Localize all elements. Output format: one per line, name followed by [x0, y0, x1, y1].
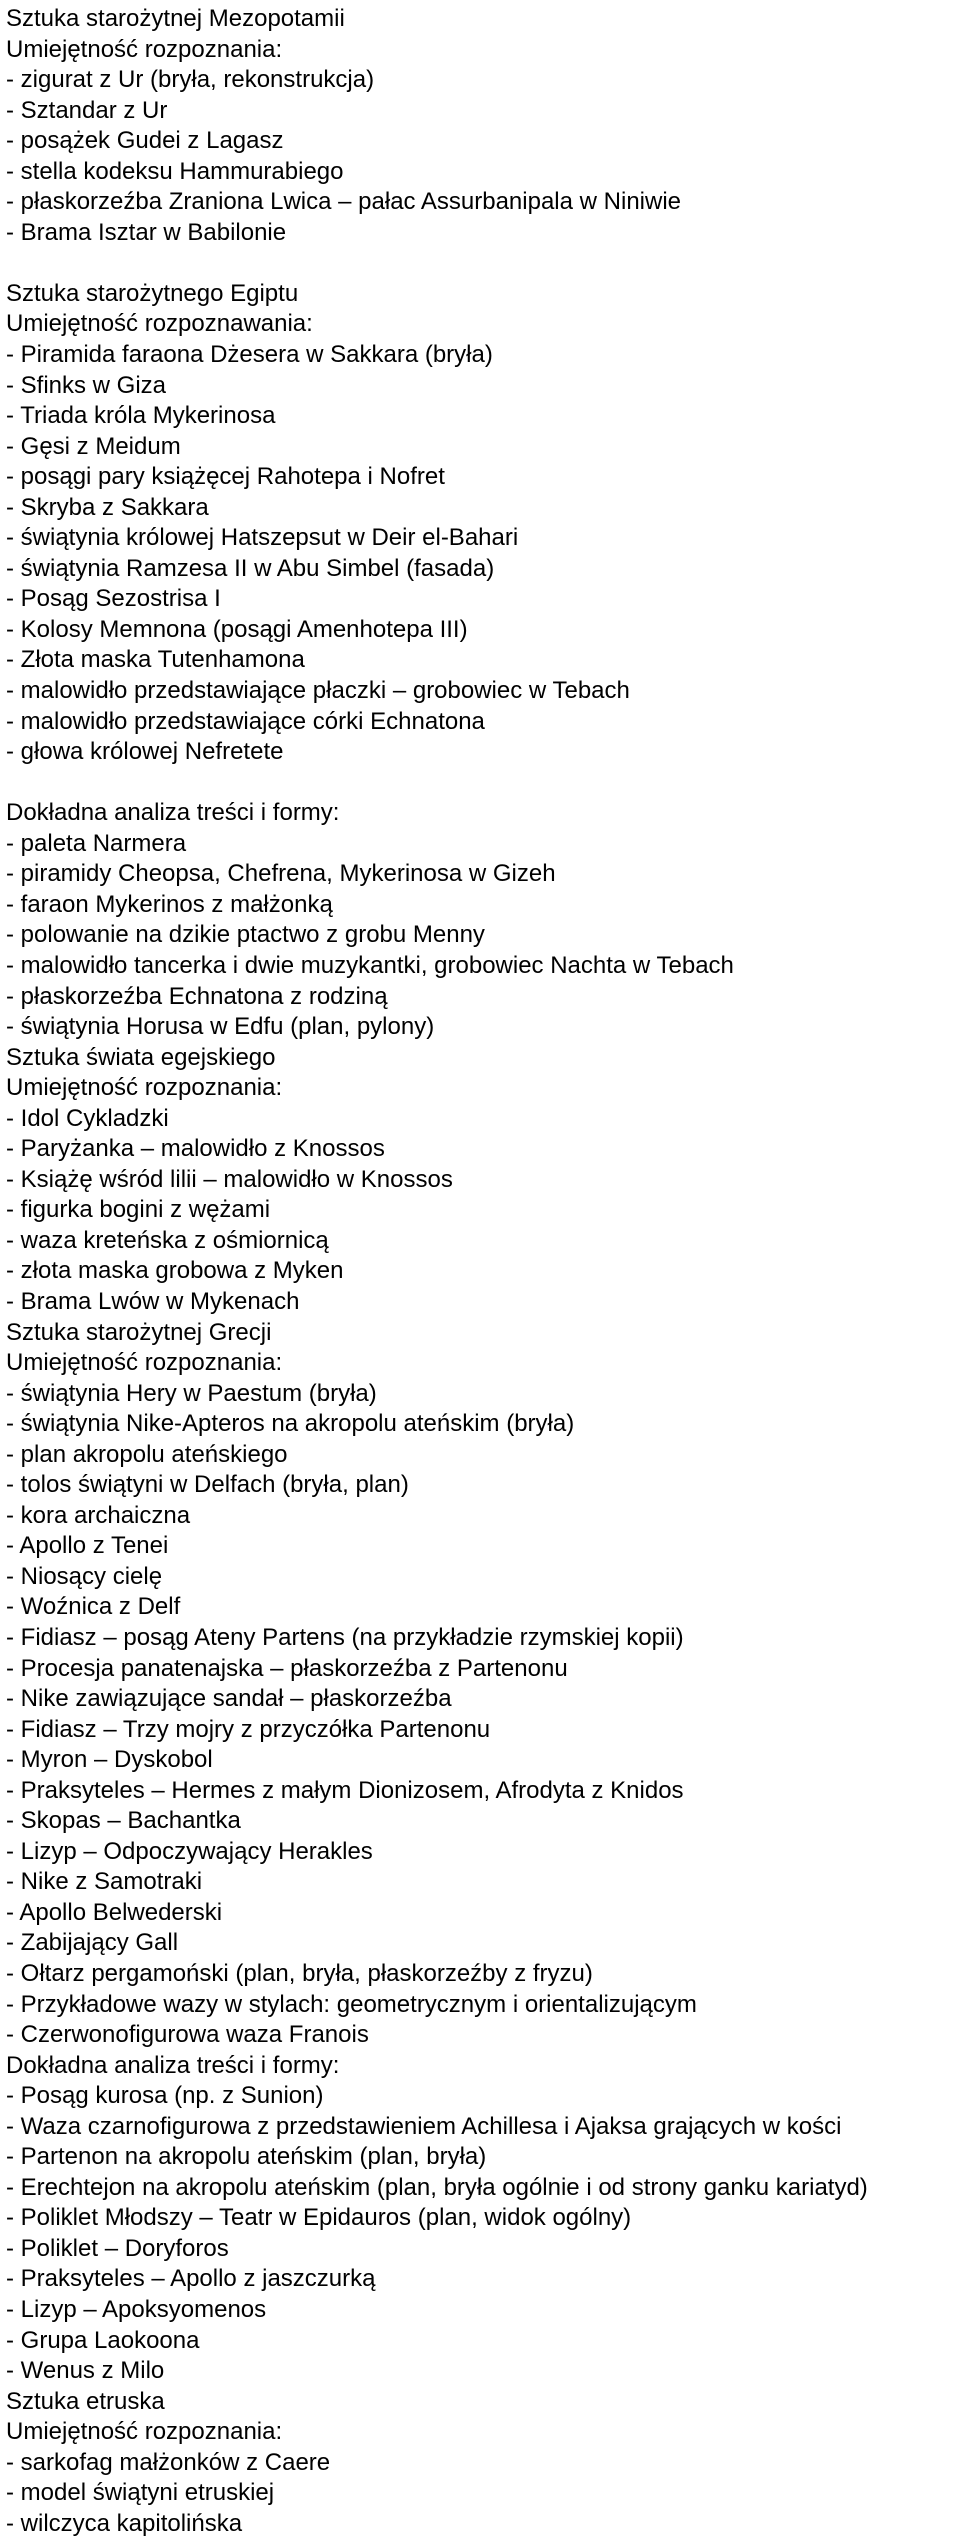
list-item: - Apollo z Tenei: [6, 1532, 169, 1560]
section-heading: Dokładna analiza treści i formy:: [6, 2051, 340, 2079]
section-heading: Umiejętność rozpoznania:: [6, 1349, 283, 1377]
list-item: - świątynia Ramzesa II w Abu Simbel (fasada): [6, 554, 495, 582]
list-item: - złota maska grobowa z Myken: [6, 1257, 344, 1285]
list-item: - Woźnica z Delf: [6, 1593, 181, 1621]
section-heading: Sztuka świata egejskiego: [6, 1043, 276, 1071]
list-item: - Niosący cielę: [6, 1562, 163, 1590]
list-item: - figurka bogini z wężami: [6, 1196, 271, 1224]
list-item: - Myron – Dyskobol: [6, 1746, 213, 1774]
list-item: - malowidło przedstawiające córki Echnatona: [6, 707, 485, 735]
list-item: - Książę wśród lilii – malowidło w Knossos: [6, 1165, 453, 1193]
list-item: - tolos świątyni w Delfach (bryła, plan): [6, 1471, 409, 1499]
list-item: - płaskorzeźba Zraniona Lwica – pałac Assurbanipala w Niniwie: [6, 188, 682, 216]
blank-line: [6, 248, 960, 279]
list-item: - Ołtarz pergamoński (plan, bryła, płaskorzeźby z fryzu): [6, 1960, 593, 1987]
list-item: - polowanie na dzikie ptactwo z grobu Menny: [6, 921, 485, 949]
section-heading: Sztuka starożytnej Grecji: [6, 1318, 272, 1346]
list-item: - Partenon na akropolu ateńskim (plan, bryła): [6, 2143, 487, 2171]
list-item: - Grupa Laokoona: [6, 2326, 200, 2354]
list-item: - Zabijający Gall: [6, 1929, 179, 1957]
list-item: - Procesja panatenajska – płaskorzeźba z Partenonu: [6, 1654, 568, 1682]
list-item: - faraon Mykerinos z małżonką: [6, 890, 333, 918]
list-item: - wilczyca kapitolińska: [6, 2509, 243, 2537]
list-item: - świątynia Horusa w Edfu (plan, pylony): [6, 1013, 435, 1041]
list-item: - Praksyteles – Hermes z małym Dionizosem, Afrodyta z Knidos: [6, 1776, 684, 1804]
list-item: - Brama Isztar w Babilonie: [6, 218, 287, 246]
list-item: - Idol Cykladzki: [6, 1104, 169, 1132]
list-item: - waza kreteńska z ośmiornicą: [6, 1226, 329, 1254]
list-item: - świątynia Hery w Paestum (bryła): [6, 1379, 377, 1407]
section-heading: Umiejętność rozpoznawania:: [6, 310, 313, 338]
list-item: - płaskorzeźba Echnatona z rodziną: [6, 982, 388, 1010]
list-item: - Gęsi z Meidum: [6, 432, 181, 460]
section-heading: Umiejętność rozpoznania:: [6, 35, 283, 63]
list-item: - Fidiasz – Trzy mojry z przyczółka Partenonu: [6, 1715, 491, 1743]
list-item: - model świątyni etruskiej: [6, 2479, 275, 2507]
list-item: - sarkofag małżonków z Caere: [6, 2448, 331, 2476]
section-heading: Sztuka etruska: [6, 2387, 165, 2415]
list-item: - Praksyteles – Apollo z jaszczurką: [6, 2265, 376, 2293]
list-item: - zigurat z Ur (bryła, rekonstrukcja): [6, 66, 375, 94]
blank-line: [6, 768, 960, 799]
list-item: - Brama Lwów w Mykenach: [6, 1287, 300, 1315]
section-heading: Umiejętność rozpoznania:: [6, 2418, 283, 2446]
list-item: - Lizyp – Odpoczywający Herakles: [6, 1837, 373, 1865]
list-item: - posążek Gudei z Lagasz: [6, 127, 284, 155]
list-item: - Fidiasz – posąg Ateny Partens (na przykładzie rzymskiej kopii): [6, 1623, 684, 1651]
list-item: - świątynia królowej Hatszepsut w Deir el-Bahari: [6, 524, 519, 552]
list-item: - Waza czarnofigurowa z przedstawieniem Achillesa i Ajaksa grających w kości: [6, 2112, 842, 2140]
list-item: - Posąg kurosa (np. z Sunion): [6, 2082, 324, 2110]
section-heading: Sztuka starożytnej Mezopotamii: [6, 5, 345, 32]
list-item: - głowa królowej Nefretete: [6, 738, 284, 766]
list-item: - stella kodeksu Hammurabiego: [6, 157, 344, 185]
list-item: - Przykładowe wazy w stylach: geometrycznym i orientalizującym: [6, 1990, 697, 2018]
list-item: - Apollo Belwederski: [6, 1898, 223, 1926]
list-item: - Piramida faraona Dżesera w Sakkara (bryła): [6, 341, 493, 369]
list-item: - paleta Narmera: [6, 829, 187, 857]
list-item: - plan akropolu ateńskiego: [6, 1440, 288, 1468]
list-item: - Paryżanka – malowidło z Knossos: [6, 1135, 385, 1163]
list-item: - Wenus z Milo: [6, 2357, 165, 2385]
list-item: - kora archaiczna: [6, 1501, 191, 1529]
list-item: - Sfinks w Giza: [6, 371, 167, 399]
list-item: - Skopas – Bachantka: [6, 1807, 241, 1835]
list-item: - Lizyp – Apoksyomenos: [6, 2296, 267, 2324]
list-item: - Sztandar z Ur: [6, 96, 168, 124]
section-heading: Sztuka starożytnego Egiptu: [6, 279, 299, 307]
list-item: - Czerwonofigurowa waza Franois: [6, 2021, 369, 2049]
list-item: - Złota maska Tutenhamona: [6, 646, 305, 674]
list-item: - Nike z Samotraki: [6, 1868, 203, 1896]
list-item: - Poliklet – Doryforos: [6, 2234, 229, 2262]
list-item: - Triada króla Mykerinosa: [6, 402, 276, 430]
section-heading: Umiejętność rozpoznania:: [6, 1074, 283, 1102]
list-item: - Nike zawiązujące sandał – płaskorzeźba: [6, 1685, 452, 1713]
list-item: - Erechtejon na akropolu ateńskim (plan, bryła ogólnie i od strony ganku kariatyd): [6, 2173, 868, 2201]
list-item: - malowidło tancerka i dwie muzykantki, grobowiec Nachta w Tebach: [6, 951, 734, 979]
list-item: - Kolosy Memnona (posągi Amenhotepa III): [6, 615, 468, 643]
list-item: - piramidy Cheopsa, Chefrena, Mykerinosa w Gizeh: [6, 860, 556, 888]
list-item: - posągi pary książęcej Rahotepa i Nofret: [6, 463, 445, 491]
list-item: - Skryba z Sakkara: [6, 493, 209, 521]
list-item: - malowidło przedstawiające płaczki – grobowiec w Tebach: [6, 677, 630, 705]
list-item: - świątynia Nike-Apteros na akropolu ateńskim (bryła): [6, 1410, 575, 1438]
list-item: - Poliklet Młodszy – Teatr w Epidauros (plan, widok ogólny): [6, 2204, 632, 2232]
list-item: - Posąg Sezostrisa I: [6, 585, 221, 613]
section-heading: Dokładna analiza treści i formy:: [6, 799, 340, 827]
